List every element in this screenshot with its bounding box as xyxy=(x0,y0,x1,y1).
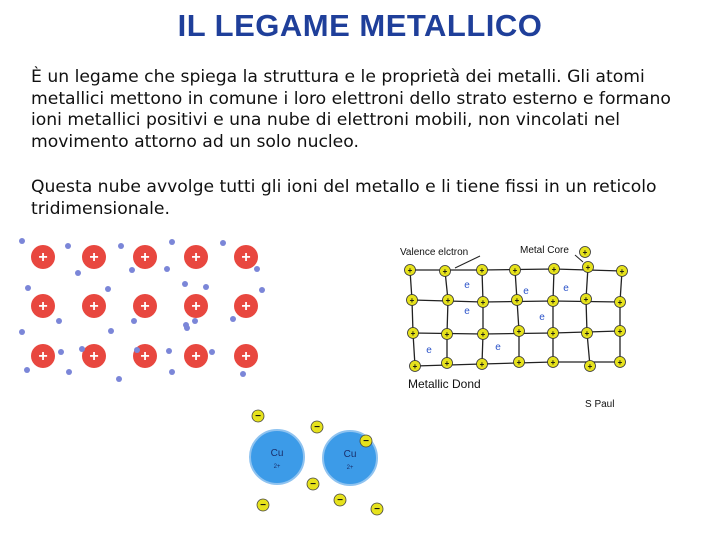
electron xyxy=(257,499,269,511)
ion-charge-label: + xyxy=(38,249,48,266)
cu-right-charge: 2+ xyxy=(346,465,354,471)
electron xyxy=(334,494,346,506)
svg-text:+: + xyxy=(480,298,486,307)
svg-text:+: + xyxy=(407,266,413,275)
ion-charge-label: + xyxy=(241,249,251,266)
ion-charge-label: + xyxy=(191,348,201,365)
svg-text:+: + xyxy=(587,362,593,371)
svg-text:+: + xyxy=(550,297,556,306)
svg-text:+: + xyxy=(585,263,591,272)
svg-text:+: + xyxy=(444,359,450,368)
delocalized-electron: e xyxy=(563,283,569,294)
electron xyxy=(360,435,372,447)
electron xyxy=(311,421,323,433)
svg-text:+: + xyxy=(442,267,448,276)
electron xyxy=(252,410,264,422)
cu-left-charge: 2+ xyxy=(273,464,281,470)
svg-text:+: + xyxy=(617,298,623,307)
copper-ion-left xyxy=(250,430,304,484)
ion-charge-label: + xyxy=(140,249,150,266)
delocalized-electron: e xyxy=(464,306,470,317)
electron xyxy=(307,478,319,490)
svg-text:+: + xyxy=(582,248,588,257)
svg-text:+: + xyxy=(410,329,416,338)
ion-charge-label: + xyxy=(191,249,201,266)
ion-charge-label: + xyxy=(38,298,48,315)
svg-text:+: + xyxy=(584,329,590,338)
ion-charge-label: + xyxy=(89,249,99,266)
svg-text:+: + xyxy=(479,266,485,275)
svg-text:+: + xyxy=(444,330,450,339)
svg-text:+: + xyxy=(550,329,556,338)
slide-title: IL LEGAME METALLICO xyxy=(177,8,543,43)
svg-text:−: − xyxy=(314,422,320,433)
delocalized-electron: e xyxy=(495,342,501,353)
svg-text:+: + xyxy=(550,358,556,367)
ion-charge-label: + xyxy=(241,298,251,315)
svg-text:+: + xyxy=(409,296,415,305)
svg-text:−: − xyxy=(260,500,266,511)
ion-charge-label: + xyxy=(191,298,201,315)
svg-text:+: + xyxy=(412,362,418,371)
svg-text:+: + xyxy=(617,358,623,367)
delocalized-electron: e xyxy=(464,280,470,291)
cu-right-symbol: Cu xyxy=(343,449,357,460)
svg-text:+: + xyxy=(445,296,451,305)
valence-electron-label: Valence elctron xyxy=(400,247,469,258)
delocalized-electron: e xyxy=(523,286,529,297)
svg-text:+: + xyxy=(512,266,518,275)
svg-text:−: − xyxy=(363,436,369,447)
electron xyxy=(371,503,383,515)
svg-text:+: + xyxy=(551,265,557,274)
metal-core-label: Metal Core xyxy=(520,245,569,256)
svg-text:+: + xyxy=(619,267,625,276)
ion-charge-label: + xyxy=(140,298,150,315)
cloud-paragraph: Questa nube avvolge tutti gli ioni del metallo e li tiene fissi in un reticolo tridimensionale. xyxy=(31,177,657,219)
svg-text:+: + xyxy=(617,327,623,336)
svg-text:+: + xyxy=(583,295,589,304)
delocalized-electron: e xyxy=(426,345,432,356)
ion-charge-label: + xyxy=(38,348,48,365)
metallic-bond-label: Metallic Dond xyxy=(408,377,481,391)
svg-text:−: − xyxy=(255,411,261,422)
ion-charge-label: + xyxy=(140,348,150,365)
delocalized-electron: e xyxy=(539,312,545,323)
ion-charge-label: + xyxy=(241,348,251,365)
svg-text:+: + xyxy=(480,330,486,339)
intro-paragraph: È un legame che spiega la struttura e le proprietà dei metalli. Gli atomi metallici mettono in comune i loro elettroni dello strato esterno e formano ioni metallici positivi e una nube di elettroni mobili, non vincolati nel movimento attorno ad un solo nucleo. xyxy=(31,67,671,152)
svg-text:−: − xyxy=(310,479,316,490)
credit-label: S Paul xyxy=(585,399,615,410)
svg-text:+: + xyxy=(516,327,522,336)
svg-text:+: + xyxy=(516,358,522,367)
svg-text:+: + xyxy=(479,360,485,369)
ion-charge-label: + xyxy=(89,298,99,315)
svg-text:−: − xyxy=(374,504,380,515)
ion-charge-label: + xyxy=(89,348,99,365)
svg-text:+: + xyxy=(514,296,520,305)
cu-left-symbol: Cu xyxy=(270,448,284,459)
svg-text:−: − xyxy=(337,495,343,506)
